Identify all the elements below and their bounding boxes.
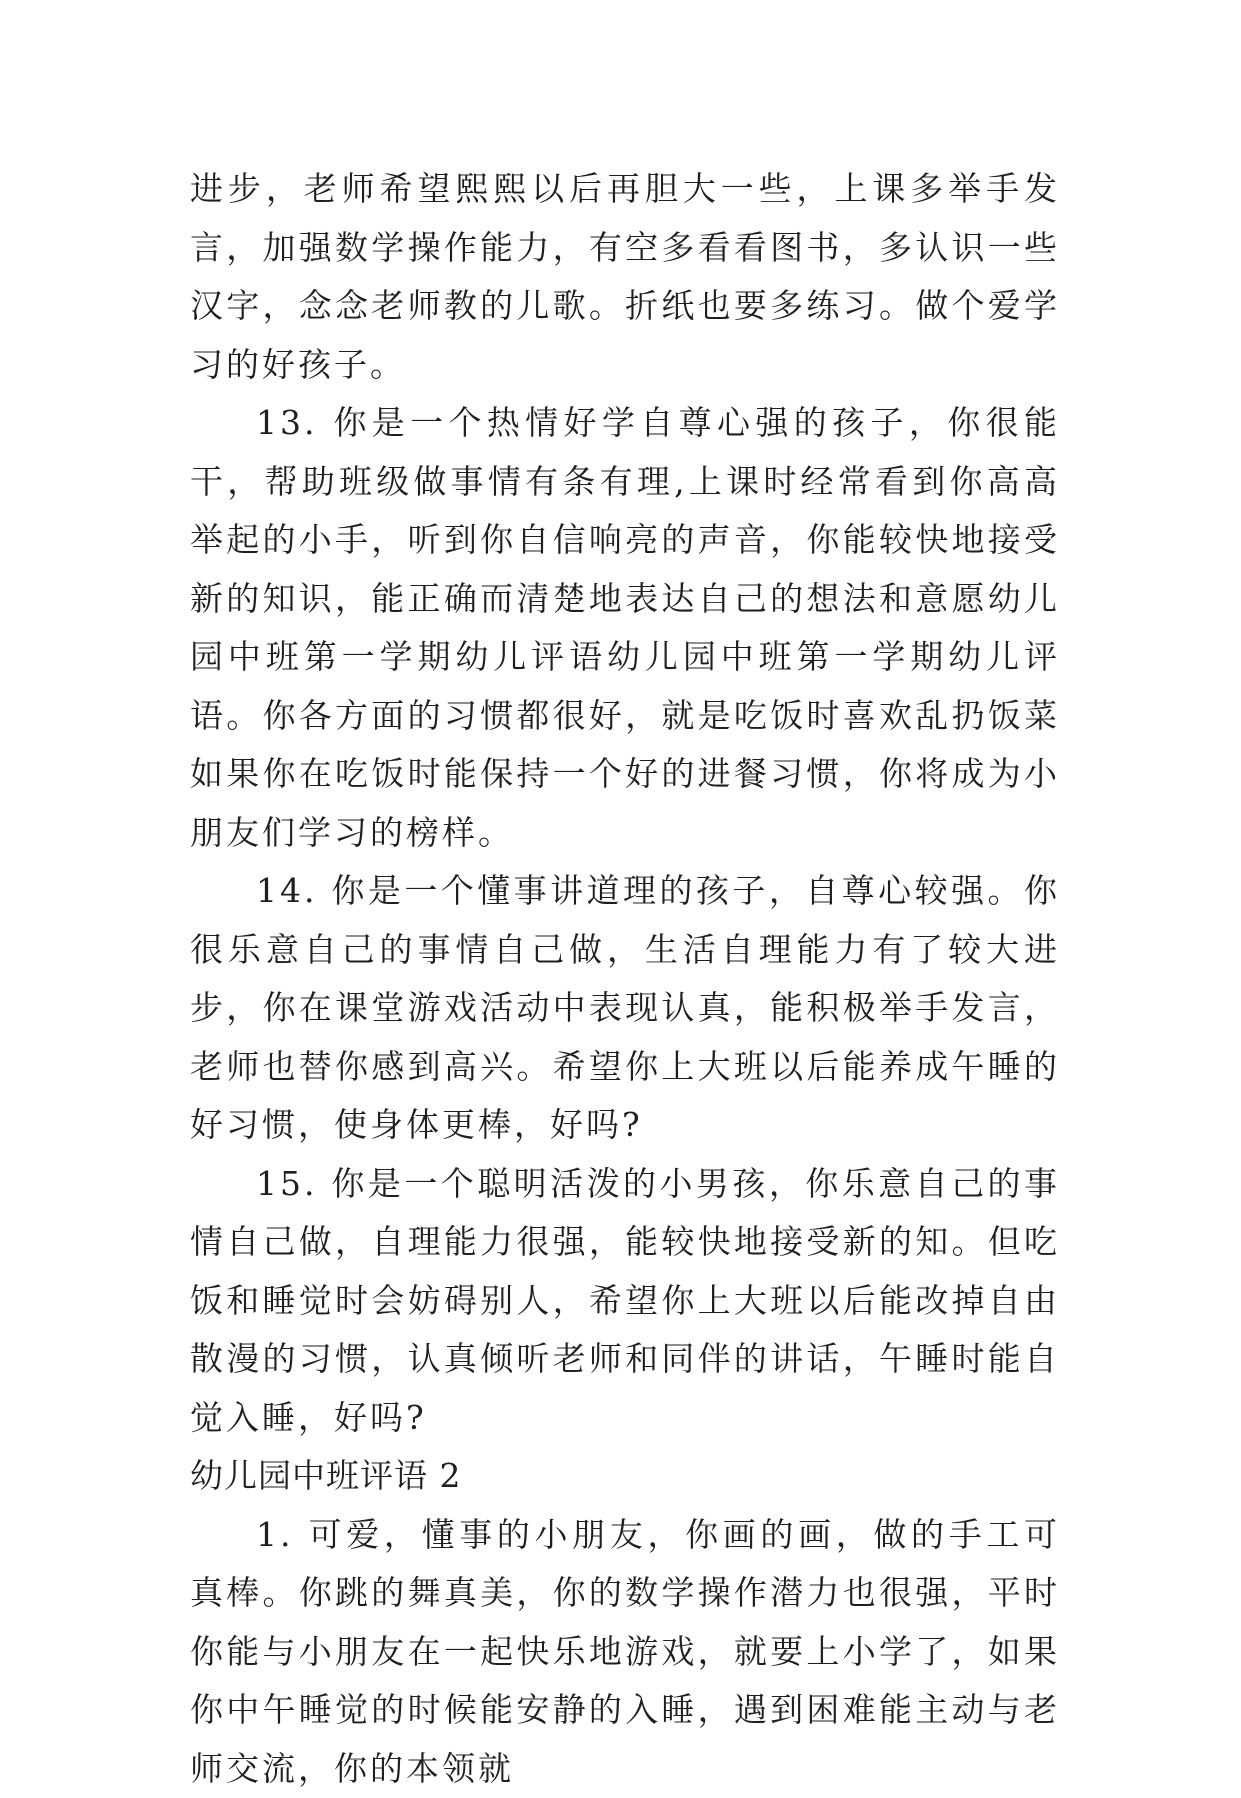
paragraph-item-15: 15. 你是一个聪明活泼的小男孩，你乐意自己的事情自己做，自理能力很强，能较快地接受新的知。但吃饭和睡觉时会妨碍别人，希望你上大班以后能改掉自由散漫的习惯，认真倾听老师和同伴的讲话，午睡时能自觉入睡，好吗? xyxy=(190,1155,1060,1448)
section-heading: 幼儿园中班评语 2 xyxy=(190,1447,1060,1506)
paragraph-continuation: 进步，老师希望熙熙以后再胆大一些，上课多举手发言，加强数学操作能力，有空多看看图书，多认识一些汉字，念念老师教的儿歌。折纸也要多练习。做个爱学习的好孩子。 xyxy=(190,160,1060,394)
section-2-paragraph-item-1: 1. 可爱，懂事的小朋友，你画的画，做的手工可真棒。你跳的舞真美，你的数学操作潜力也很强，平时你能与小朋友在一起快乐地游戏，就要上小学了，如果你中午睡觉的时候能安静的入睡，遇到困难能主动与老师交流，你的本领就 xyxy=(190,1506,1060,1798)
paragraph-item-14: 14. 你是一个懂事讲道理的孩子，自尊心较强。你很乐意自己的事情自己做，生活自理能力有了较大进步，你在课堂游戏活动中表现认真，能积极举手发言，老师也替你感到高兴。希望你上大班以后能养成午睡的好习惯，使身体更棒，好吗? xyxy=(190,862,1060,1155)
paragraph-item-13: 13. 你是一个热情好学自尊心强的孩子，你很能干，帮助班级做事情有条有理,上课时经常看到你高高举起的小手，听到你自信响亮的声音，你能较快地接受新的知识，能正确而清楚地表达自己的想法和意愿幼儿园中班第一学期幼儿评语幼儿园中班第一学期幼儿评语。你各方面的习惯都很好，就是吃饭时喜欢乱扔饭菜如果你在吃饭时能保持一个好的进餐习惯，你将成为小朋友们学习的榜样。 xyxy=(190,394,1060,862)
document-body xyxy=(190,160,1060,1798)
